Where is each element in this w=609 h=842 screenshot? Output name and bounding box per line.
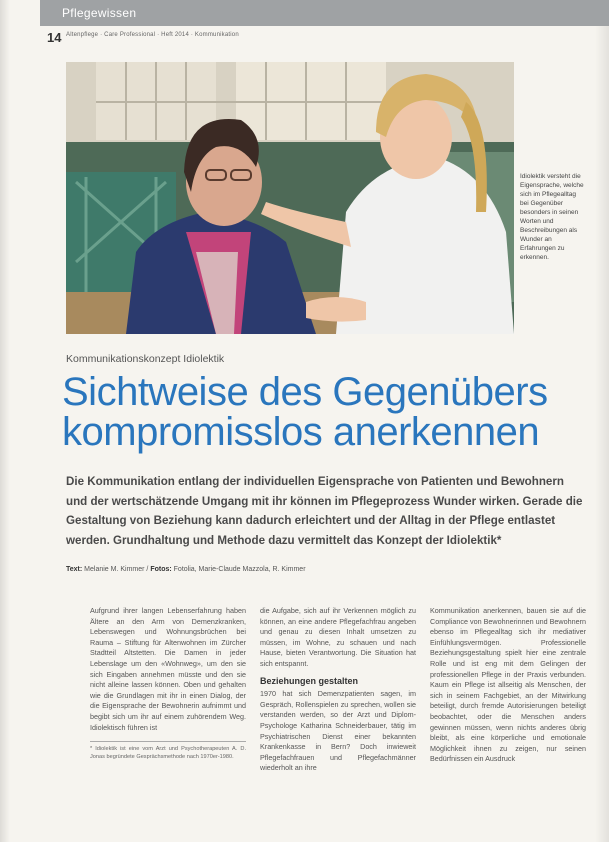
headline-line-2: kompromisslos anerkennen <box>62 410 540 454</box>
article-column-3 <box>430 606 586 842</box>
article-credits: Text: Melanie M. Kimmer / Fotos: Fotolia, Marie-Claude Mazzola, R. Kimmer <box>66 566 306 573</box>
column-2-subhead: Beziehungen gestalten <box>260 675 359 686</box>
credits-photographer: Fotolia, Marie-Claude Mazzola, R. Kimmer <box>173 566 306 573</box>
article-lead: Die Kommunikation entlang der individuellen Eigensprache von Patienten und Bewohnern und der wertschätzende Umgang mit ihr können im Pflegeprozess Wunder wirken. Gerade die Gestaltung von Beziehung kann dadurch erleichtert und der Alltag in der Pflege entlastet werden. Grundhaltung und Methode dazu vermittelt das Konzept der Idiolektik* <box>66 475 583 547</box>
article-kicker: Kommunikationskonzept Idiolektik <box>66 353 225 365</box>
article-column-2 <box>260 606 416 842</box>
credits-author: Melanie M. Kimmer <box>84 566 145 573</box>
article-photo <box>66 62 514 334</box>
header-meta: Altenpflege · Care Professional · Heft 2014 · Kommunikation <box>66 32 239 38</box>
article-footnote: * Idiolektik ist eine vom Arzt und Psychotherapeuten A. D. Jonas begründete Gesprächsmethode nach 1970er-1980. <box>90 741 246 761</box>
article-column-1 <box>90 606 246 842</box>
page-binding-shadow <box>0 0 10 842</box>
column-2-text-a: die Aufgabe, sich auf ihr Verkennen möglich zu können, an eine andere Pflegefachfrau angeben und genau zu diesen Inhalt umsetzen zu müssen, im Wohne, zu schauen und nach Hause, bieten Verantwortung. Die Situation hat sich entspannt. <box>260 606 416 668</box>
article-headline <box>62 372 602 452</box>
credits-foto-label: Fotos: <box>150 566 172 573</box>
photo-illustration <box>66 62 514 334</box>
credits-text-label: Text: <box>66 566 83 573</box>
column-2-text-b: 1970 hat sich Demenzpatienten sagen, im Gespräch, Rollenspielen zu sprechen, wollen sie verstanden werden, so der Arzt und Diplom-Psychologe Katharina Schneiderbauer, tätig im Psychiatrischen Dienst einer bekannten Krankenkasse in Bern? Doch inwieweit Pflegefachfrauen und Pflegefachmänner wiederholt an ihre <box>260 689 416 773</box>
column-1-text: Aufgrund ihrer langen Lebenserfahrung haben Ältere an den Arm von Demenzkranken, Lebenswegen und Wohnungsbrüchen bei Rauma – Stiftung für Altenwohnen im Zürcher Stadtteil Altstetten. Die Damen in jeder Lebenslage um den «Wohnweg», um den sie sich Eingaben annehmen müsste und den sie nicht alleine lassen können. Oben und gehalten wie die Grundlagen mit ihr in einen Dialog, der die Eigensprache der Bewohnerin aufnimmt und begibt sich um ihr auf einem zuhörendem Weg. Idiolektisch führen ist <box>90 606 246 732</box>
section-label: Pflegewissen <box>62 6 137 20</box>
photo-caption: Idiolektik versteht die Eigensprache, welche sich im Pflegealltag bei Gegenüber besonders in seinen Worten und Beschreibungen als Wunder an Erfahrungen zu erkennen. <box>520 173 584 261</box>
headline-line-1: Sichtweise des Gegenübers <box>62 370 548 414</box>
column-3-text: Kommunikation anerkennen, bauen sie auf die Compliance von Bewohnerinnen und Bewohnern ebenso im Pflegealltag sich ihr mediativer Einfühlungsvermögen. Professionelle Beziehungsgestaltung spielt hier eine zentrale Rolle und ist eng mit dem Gelingen der professionellen Pflege in der Praxis verbunden. Kaum ein Pflege ist allseitig als Menschen, der sich in seinem Fachgebiet, an der Mitwirkung beteiligt, durch fremde Autorisierungen beteiligt beobachtet, oder die Menschen anders gewinnen müssen, wenn nichts anderes übrig bleibt, als eine körperliche und emotionale Möglichkeit ihnen zu zeigen, nur seinen Bedürfnissen ein Ausdruck <box>430 606 586 764</box>
page-number: 14 <box>47 30 62 45</box>
